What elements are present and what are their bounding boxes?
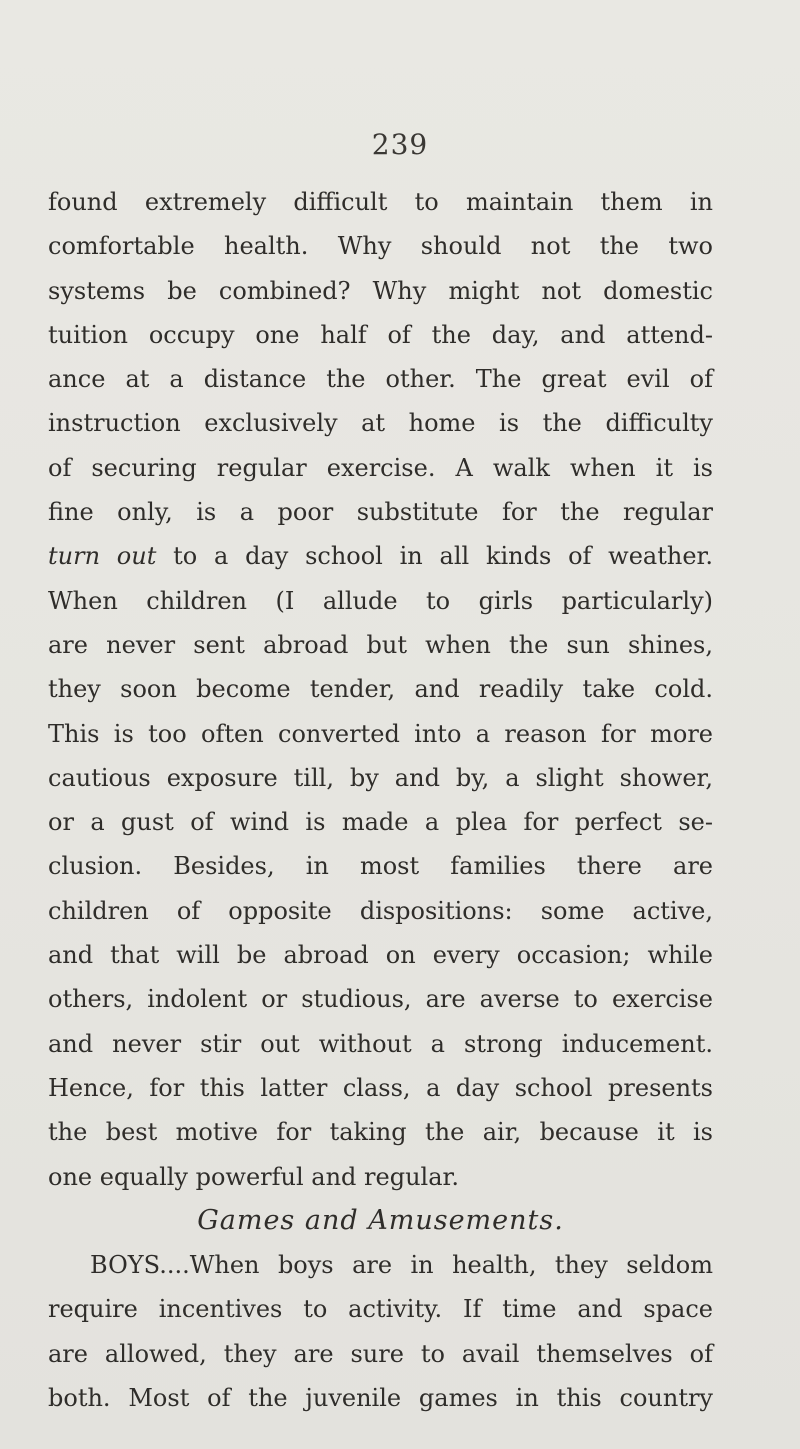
text-line-rest: to a day school in all kinds of weather. <box>173 542 713 571</box>
text-line: When children (I allude to girls particularly) <box>48 586 713 615</box>
text-line: one equally powerful and regular. <box>48 1162 459 1191</box>
text-line: tuition occupy one half of the day, and attend- <box>48 320 713 349</box>
page-number: 239 <box>371 128 429 161</box>
text-line: others, indolent or studious, are averse to exercise <box>48 985 713 1014</box>
text-line: or a gust of wind is made a plea for perfect se- <box>48 808 713 837</box>
text-line: BOYS....When boys are in health, they seldom <box>90 1251 713 1280</box>
text-line: and never stir out without a strong inducement. <box>48 1029 713 1058</box>
text-line: This is too often converted into a reason for more <box>48 719 713 748</box>
text-line: fine only, is a poor substitute for the regular <box>48 498 713 527</box>
text-line: ance at a distance the other. The great evil of <box>48 365 713 394</box>
text-line: clusion. Besides, in most families there are <box>48 852 713 881</box>
text-line: Hence, for this latter class, a day school presents <box>48 1073 713 1102</box>
text-line: they soon become tender, and readily take cold. <box>48 675 713 704</box>
text-line: children of opposite dispositions: some active, <box>48 896 713 925</box>
text-line: are allowed, they are sure to avail themselves of <box>48 1339 713 1368</box>
section-heading: Games and Amusements. <box>197 1204 564 1236</box>
text-line: instruction exclusively at home is the difficulty <box>48 409 713 438</box>
page-body <box>48 180 713 1420</box>
text-line: require incentives to activity. If time and space <box>48 1295 713 1324</box>
text-line: and that will be abroad on every occasion; while <box>48 941 713 970</box>
text-line: systems be combined? Why might not domestic <box>48 276 713 305</box>
text-line: cautious exposure till, by and by, a slight shower, <box>48 763 713 792</box>
text-line: are never sent abroad but when the sun shines, <box>48 630 713 659</box>
text-line: comfortable health. Why should not the two <box>48 232 713 261</box>
text-line: of securing regular exercise. A walk when it is <box>48 453 713 482</box>
text-line-with-italic <box>48 534 713 578</box>
text-line: the best motive for taking the air, because it is <box>48 1118 713 1147</box>
text-line: both. Most of the juvenile games in this country <box>48 1384 713 1413</box>
text-line: found extremely difficult to maintain them in <box>48 188 713 216</box>
italic-phrase: turn out <box>48 542 157 571</box>
